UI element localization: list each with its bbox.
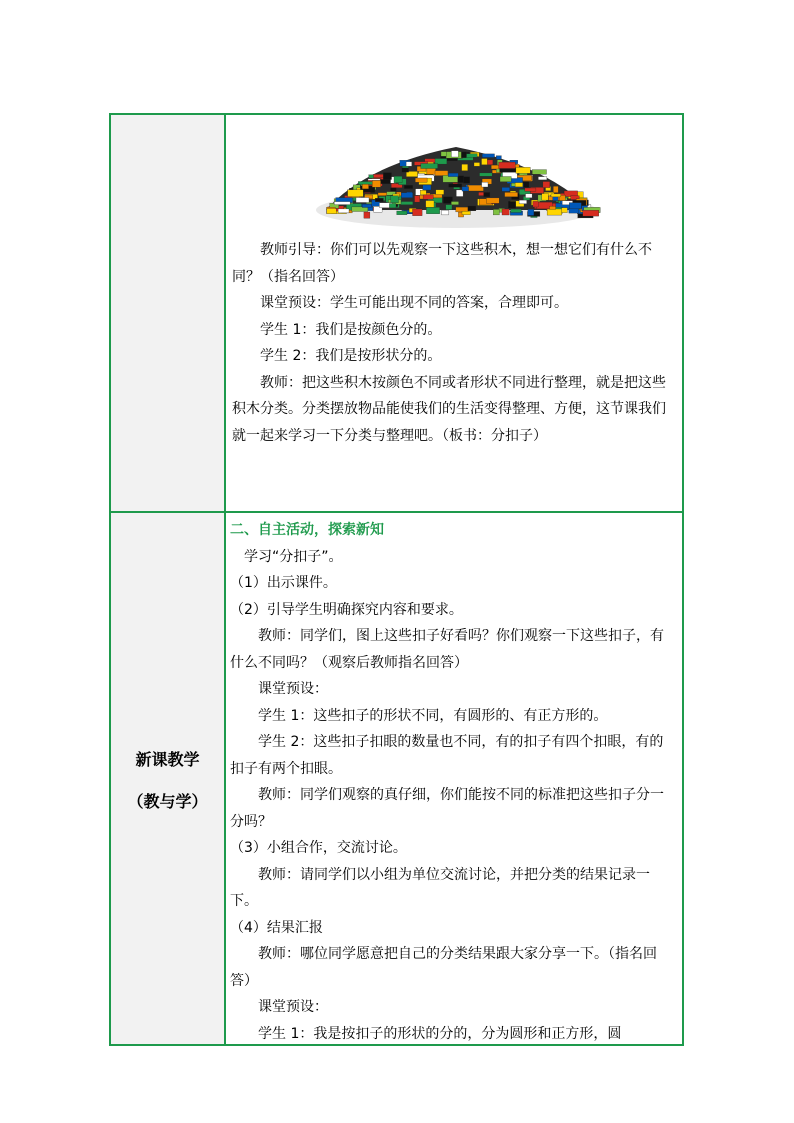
- paragraph: （2）引导学生明确探究内容和要求。: [230, 601, 463, 618]
- row-label-cell: [111, 513, 226, 1044]
- paragraph: 课堂预设：学生可能出现不同的答案，合理即可。: [260, 295, 568, 311]
- paragraph: 教师：同学们，图上这些扣子好看吗？你们观察一下这些扣子，有什么不同吗？（观察后教师指名回答）: [230, 628, 664, 671]
- paragraph: 教师引导：你们可以先观察一下这些积木，想一想它们有什么不同？（指名回答）: [232, 242, 652, 285]
- section-sublabel: （教与学）: [127, 792, 208, 811]
- lesson-table: [109, 113, 684, 1046]
- paragraph: 学生 2：这些扣子扣眼的数量也不同，有的扣子有四个扣眼，有的扣子有两个扣眼。: [230, 734, 664, 777]
- section-label: 新课教学: [135, 750, 200, 769]
- intro-text: [232, 237, 672, 449]
- paragraph: 学生 1：我是按扣子的形状的分的，分为圆形和正方形，圆: [258, 1025, 622, 1042]
- paragraph: 教师：请同学们以小组为单位交流讨论，并把分类的结果记录一下。: [230, 866, 650, 909]
- paragraph: 课堂预设：: [258, 681, 328, 697]
- paragraph: 教师：同学们观察的真仔细，你们能按不同的标准把这些扣子分一分吗？: [230, 787, 664, 830]
- paragraph: （3）小组合作，交流讨论。: [230, 840, 407, 856]
- paragraph: 学生 1：这些扣子的形状不同，有圆形的、有正方形的。: [258, 707, 608, 724]
- table-row: [111, 115, 682, 513]
- row-label-cell: [111, 115, 226, 511]
- table-row: [111, 513, 682, 1044]
- paragraph: 学生 2：我们是按形状分的。: [260, 348, 442, 364]
- paragraph: 教师：把这些积木按颜色不同或者形状不同进行整理，就是把这些积木分类。分类摆放物品能使我们的生活变得整理、方便，这节课我们就一起来学习一下分类与整理吧。（板书：分扣子）: [232, 374, 666, 444]
- paragraph: 教师：哪位同学愿意把自己的分类结果跟大家分享一下。（指名回答）: [230, 946, 657, 989]
- paragraph: （1）出示课件。: [230, 575, 337, 591]
- row-content-cell: [226, 513, 682, 1044]
- building-blocks-image: [306, 125, 606, 233]
- lesson-text: [230, 517, 672, 1047]
- paragraph: 课堂预设：: [258, 999, 328, 1015]
- row-content-cell: [226, 115, 682, 511]
- paragraph: （4）结果汇报: [230, 919, 323, 936]
- paragraph: 学习“分扣子”。: [244, 548, 343, 565]
- paragraph: 学生 1：我们是按颜色分的。: [260, 321, 442, 338]
- section-title: 二、自主活动，探索新知: [230, 522, 384, 538]
